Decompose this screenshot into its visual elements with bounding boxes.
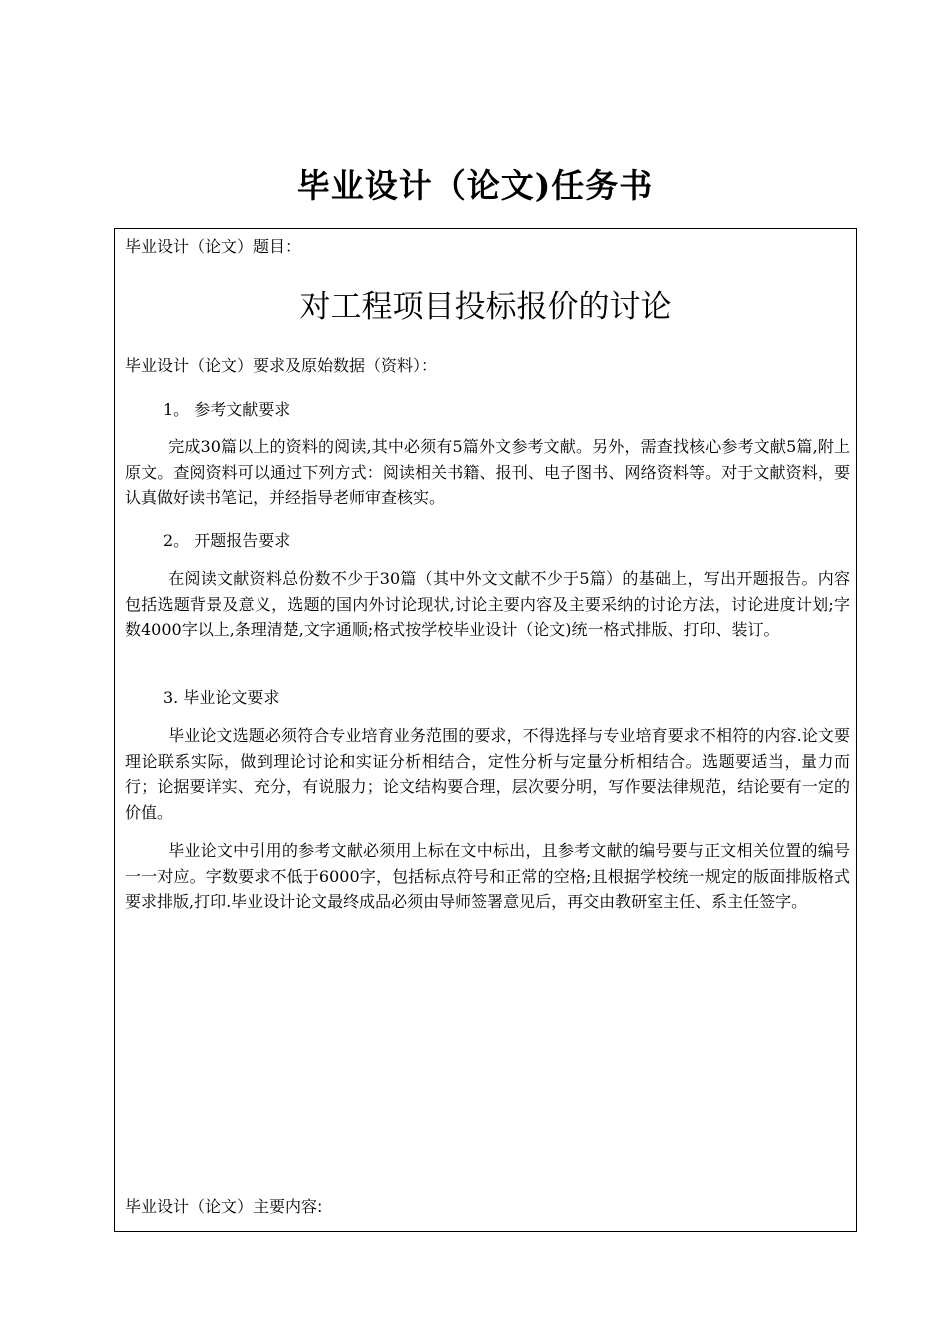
- document-title: 毕业设计（论文)任务书: [296, 166, 654, 205]
- topic-label: 毕业设计（论文）题目：: [125, 237, 302, 256]
- section-heading-thesis: 3. 毕业论文要求: [163, 688, 280, 707]
- main-content-label: 毕业设计（论文）主要内容:: [125, 1197, 323, 1216]
- thesis-topic: 对工程项目投标报价的讨论: [299, 289, 672, 325]
- paragraph-references: 完成30篇以上的资料的阅读,其中必须有5篇外文参考文献。另外，需查找核心参考文献5篇,附上原文。查阅资料可以通过下列方式：阅读相关书籍、报刊、电子图书、网络资料等。对于文献资料，要认真做好读书笔记，并经指导老师审查核实。: [125, 437, 850, 507]
- section-heading-references: 1。 参考文献要求: [163, 400, 291, 419]
- section-heading-proposal: 2。 开题报告要求: [163, 531, 291, 550]
- task-form-frame: [114, 228, 857, 1232]
- requirements-label: 毕业设计（论文）要求及原始数据（资料）：: [125, 356, 438, 375]
- paragraph-thesis-2: 毕业论文中引用的参考文献必须用上标在文中标出，且参考文献的编号要与正文相关位置的编号一一对应。字数要求不低于6000字，包括标点符号和正常的空格;且根据学校统一规定的版面排版格式要求排版,打印.毕业设计论文最终成品必须由导师签署意见后，再交由教研室主任、系主任签字。: [125, 841, 850, 911]
- paragraph-proposal: 在阅读文献资料总份数不少于30篇（其中外文文献不少于5篇）的基础上，写出开题报告。内容包括选题背景及意义，选题的国内外讨论现状,讨论主要内容及主要采纳的讨论方法，讨论进度计划;字数4000字以上,条理清楚,文字通顺;格式按学校毕业设计（论文)统一格式排版、打印、装订。: [125, 569, 850, 639]
- paragraph-thesis-1: 毕业论文选题必须符合专业培育业务范围的要求，不得选择与专业培育要求不相符的内容.论文要理论联系实际，做到理论讨论和实证分析相结合，定性分析与定量分析相结合。选题要适当，量力而行；论据要详实、充分，有说服力；论文结构要合理，层次要分明，写作要法律规范，结论要有一定的价值。: [125, 726, 850, 822]
